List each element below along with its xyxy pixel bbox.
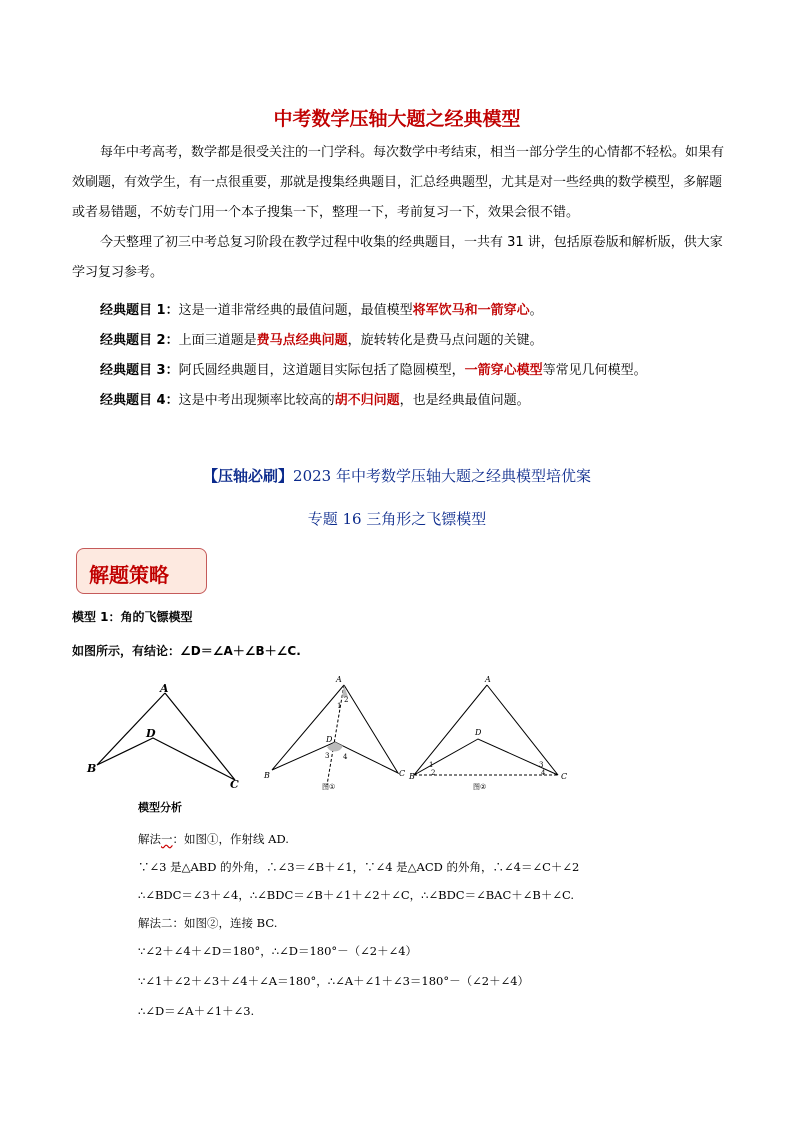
classic-item bbox=[100, 296, 740, 326]
item-label: 经典题目 4： bbox=[100, 393, 179, 408]
fig1-label-C: C bbox=[399, 769, 406, 778]
method-prefix: 解法 bbox=[138, 832, 161, 846]
item-text-end: 等常见几何模型。 bbox=[542, 363, 647, 378]
fig1-label-D: D bbox=[326, 735, 333, 744]
analysis-line: ∵∠2＋∠4＋∠D＝180°，∴∠D＝180°－（∠2＋∠4） bbox=[138, 944, 418, 958]
item-text: 这是中考出现频率比较高的 bbox=[178, 393, 335, 408]
fig2-caption: 图② bbox=[473, 783, 487, 791]
document-title: 中考数学压轴大题之经典模型 bbox=[273, 108, 521, 130]
classic-item bbox=[100, 326, 740, 356]
item-highlight: 一箭穿心模型 bbox=[464, 363, 543, 378]
analysis-line: 解法二：如图②，连接 BC. bbox=[138, 916, 278, 930]
method-rest: ：如图①，作射线 AD. bbox=[172, 832, 289, 846]
label-C: C bbox=[230, 778, 239, 791]
model-conclusion: 如图所示，有结论：∠D＝∠A＋∠B＋∠C. bbox=[72, 644, 301, 658]
fig1-label-B: B bbox=[264, 771, 270, 780]
fig2-label-D: D bbox=[475, 728, 482, 737]
label-B: B bbox=[87, 762, 97, 775]
item-text-end: 。 bbox=[529, 303, 543, 318]
analysis-heading: 模型分析 bbox=[138, 801, 182, 814]
label-D: D bbox=[146, 727, 156, 740]
fig1-angle-4: 4 bbox=[343, 753, 348, 761]
figure-1 bbox=[272, 685, 398, 785]
fig2-label-C: C bbox=[561, 772, 568, 781]
subtitle-bracket: 【压轴必刷】 bbox=[203, 467, 294, 485]
item-highlight: 胡不归问题 bbox=[334, 393, 400, 408]
item-text: 这是一道非常经典的最值问题，最值模型 bbox=[178, 303, 413, 318]
fig1-label-A: A bbox=[336, 675, 342, 684]
item-highlight: 费马点经典问题 bbox=[256, 333, 348, 348]
figure-dart-basic bbox=[97, 693, 235, 780]
item-highlight: 将军饮马和一箭穿心 bbox=[412, 303, 530, 318]
topic-title: 专题 16 三角形之飞镖模型 bbox=[307, 510, 487, 528]
item-label: 经典题目 1： bbox=[100, 303, 179, 318]
analysis-line: ∴∠BDC＝∠3＋∠4，∴∠BDC＝∠B＋∠1＋∠2＋∠C，∴∠BDC＝∠BAC＋∠B＋∠C. bbox=[138, 888, 575, 902]
fig2-angle-3: 3 bbox=[539, 761, 544, 769]
model-title: 模型 1：角的飞镖模型 bbox=[72, 610, 193, 624]
fig2-label-A: A bbox=[485, 675, 491, 684]
fig2-angle-2: 2 bbox=[431, 769, 436, 777]
figure-2 bbox=[414, 685, 558, 775]
analysis-line: ∵∠3 是△ABD 的外角，∴∠3＝∠B＋∠1，∵∠4 是△ACD 的外角，∴∠4＝∠C＋∠2 bbox=[138, 860, 580, 874]
intro-text-1: 每年中考高考，数学都是很受关注的一门学科。每次数学中考结束，相当一部分学生的心情都不轻松。如果有效刷题，有效学生，有一点很重要，那就是搜集经典题目，汇总经典题型，尤其是对一些经典的数学模型，多解题或者易错题，不妨专门用一个本子搜集一下，整理一下，考前复习一下，效果会很不错。 bbox=[72, 145, 725, 220]
strategy-label: 解题策略 bbox=[89, 563, 169, 587]
analysis-method-1 bbox=[138, 831, 289, 847]
fig1-caption: 图① bbox=[322, 783, 336, 791]
dart-model-figures bbox=[80, 670, 600, 798]
item-text: 阿氏圆经典题目，这道题目实际包括了隐圆模型， bbox=[178, 363, 465, 378]
item-text-end: ，旋转转化是费马点问题的关键。 bbox=[347, 333, 543, 348]
intro-paragraph-1 bbox=[72, 138, 732, 228]
item-text: 上面三道题是 bbox=[178, 333, 257, 348]
fig1-angle-2: 2 bbox=[344, 696, 349, 704]
subtitle-text: 2023 年中考数学压轴大题之经典模型培优案 bbox=[293, 467, 591, 485]
fig1-angle-3: 3 bbox=[325, 752, 330, 760]
analysis-line: ∵∠1＋∠2＋∠3＋∠4＋∠A＝180°，∴∠A＋∠1＋∠3＝180°－（∠2＋∠4） bbox=[138, 974, 530, 988]
fig1-angle-1: 1 bbox=[337, 702, 342, 710]
item-text-end: ，也是经典最值问题。 bbox=[399, 393, 530, 408]
classic-item bbox=[100, 386, 740, 416]
fig2-angle-1: 1 bbox=[429, 761, 434, 769]
intro-text-2: 今天整理了初三中考总复习阶段在教学过程中收集的经典题目，一共有 31 讲，包括原卷版和解析版，供大家学习复习参考。 bbox=[72, 235, 723, 280]
label-A: A bbox=[160, 682, 169, 695]
method-wavy: 一 bbox=[161, 832, 173, 846]
fig2-angle-4: 4 bbox=[541, 769, 546, 777]
strategy-badge bbox=[76, 548, 207, 594]
section-subtitle bbox=[0, 465, 794, 486]
classic-items-list bbox=[100, 296, 740, 416]
fig2-label-B: B bbox=[409, 772, 415, 781]
item-label: 经典题目 3： bbox=[100, 363, 179, 378]
item-label: 经典题目 2： bbox=[100, 333, 179, 348]
intro-paragraph-2 bbox=[72, 228, 732, 288]
analysis-line: ∴∠D＝∠A＋∠1＋∠3. bbox=[138, 1004, 255, 1018]
classic-item bbox=[100, 356, 740, 386]
